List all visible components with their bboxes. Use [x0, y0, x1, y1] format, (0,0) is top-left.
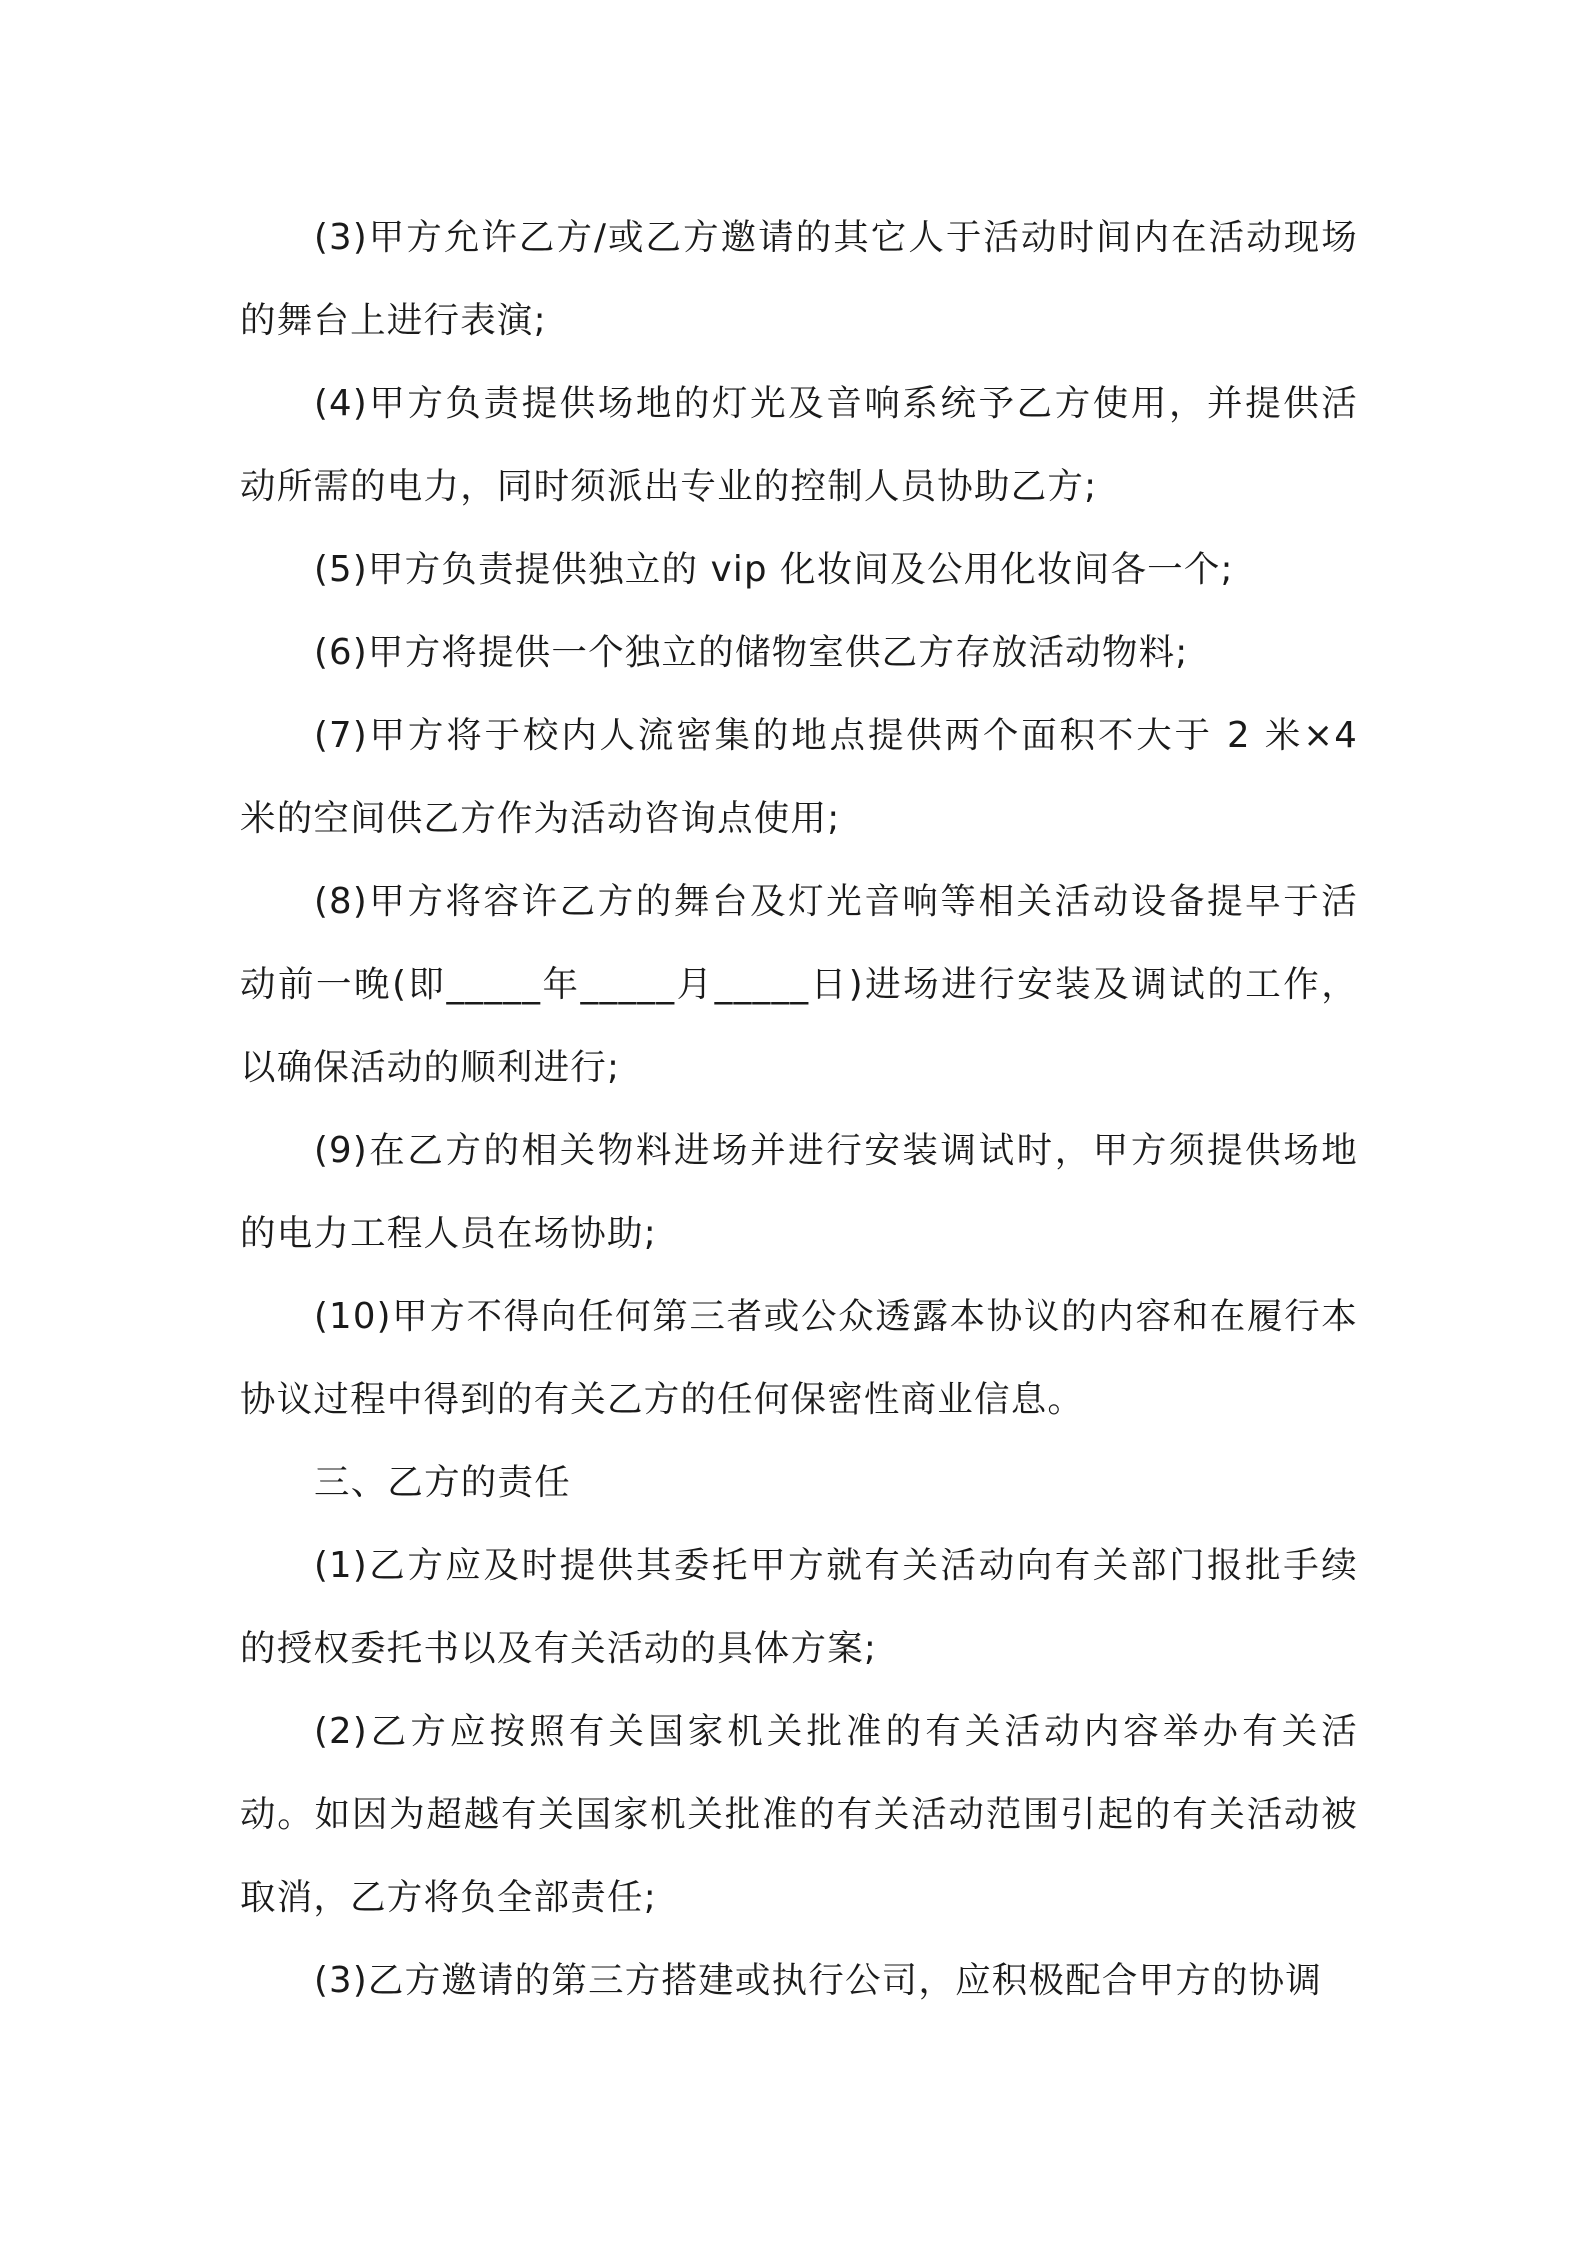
- party-b-clause-3: (3)乙方邀请的第三方搭建或执行公司，应积极配合甲方的协调: [314, 1960, 1323, 2001]
- party-b-clause-1: (1)乙方应及时提供其委托甲方就有关活动向有关部门报批手续的授权委托书以及有关活动的具体方案;: [240, 1545, 1358, 1669]
- clause-5: (5)甲方负责提供独立的 vip 化妆间及公用化妆间各一个;: [314, 549, 1234, 590]
- clause-4: (4)甲方负责提供场地的灯光及音响系统予乙方使用，并提供活动所需的电力，同时须派出专业的控制人员协助乙方;: [240, 383, 1358, 507]
- document-body: [240, 196, 1358, 2022]
- clause-9: (9)在乙方的相关物料进场并进行安装调试时，甲方须提供场地的电力工程人员在场协助;: [240, 1130, 1358, 1254]
- clause-10: (10)甲方不得向任何第三者或公众透露本协议的内容和在履行本协议过程中得到的有关乙方的任何保密性商业信息。: [240, 1296, 1358, 1420]
- clause-8: (8)甲方将容许乙方的舞台及灯光音响等相关活动设备提早于活动前一晚(即_____年_____月_____日)进场进行安装及调试的工作，以确保活动的顺利进行;: [240, 881, 1358, 1088]
- section-heading: 三、乙方的责任: [314, 1462, 571, 1503]
- clause-3: (3)甲方允许乙方/或乙方邀请的其它人于活动时间内在活动现场的舞台上进行表演;: [240, 217, 1358, 341]
- clause-6: (6)甲方将提供一个独立的储物室供乙方存放活动物料;: [314, 632, 1189, 673]
- party-b-clause-2: (2)乙方应按照有关国家机关批准的有关活动内容举办有关活动。如因为超越有关国家机关批准的有关活动范围引起的有关活动被取消，乙方将负全部责任;: [240, 1711, 1358, 1918]
- clause-7: (7)甲方将于校内人流密集的地点提供两个面积不大于 2 米×4 米的空间供乙方作为活动咨询点使用;: [240, 715, 1358, 839]
